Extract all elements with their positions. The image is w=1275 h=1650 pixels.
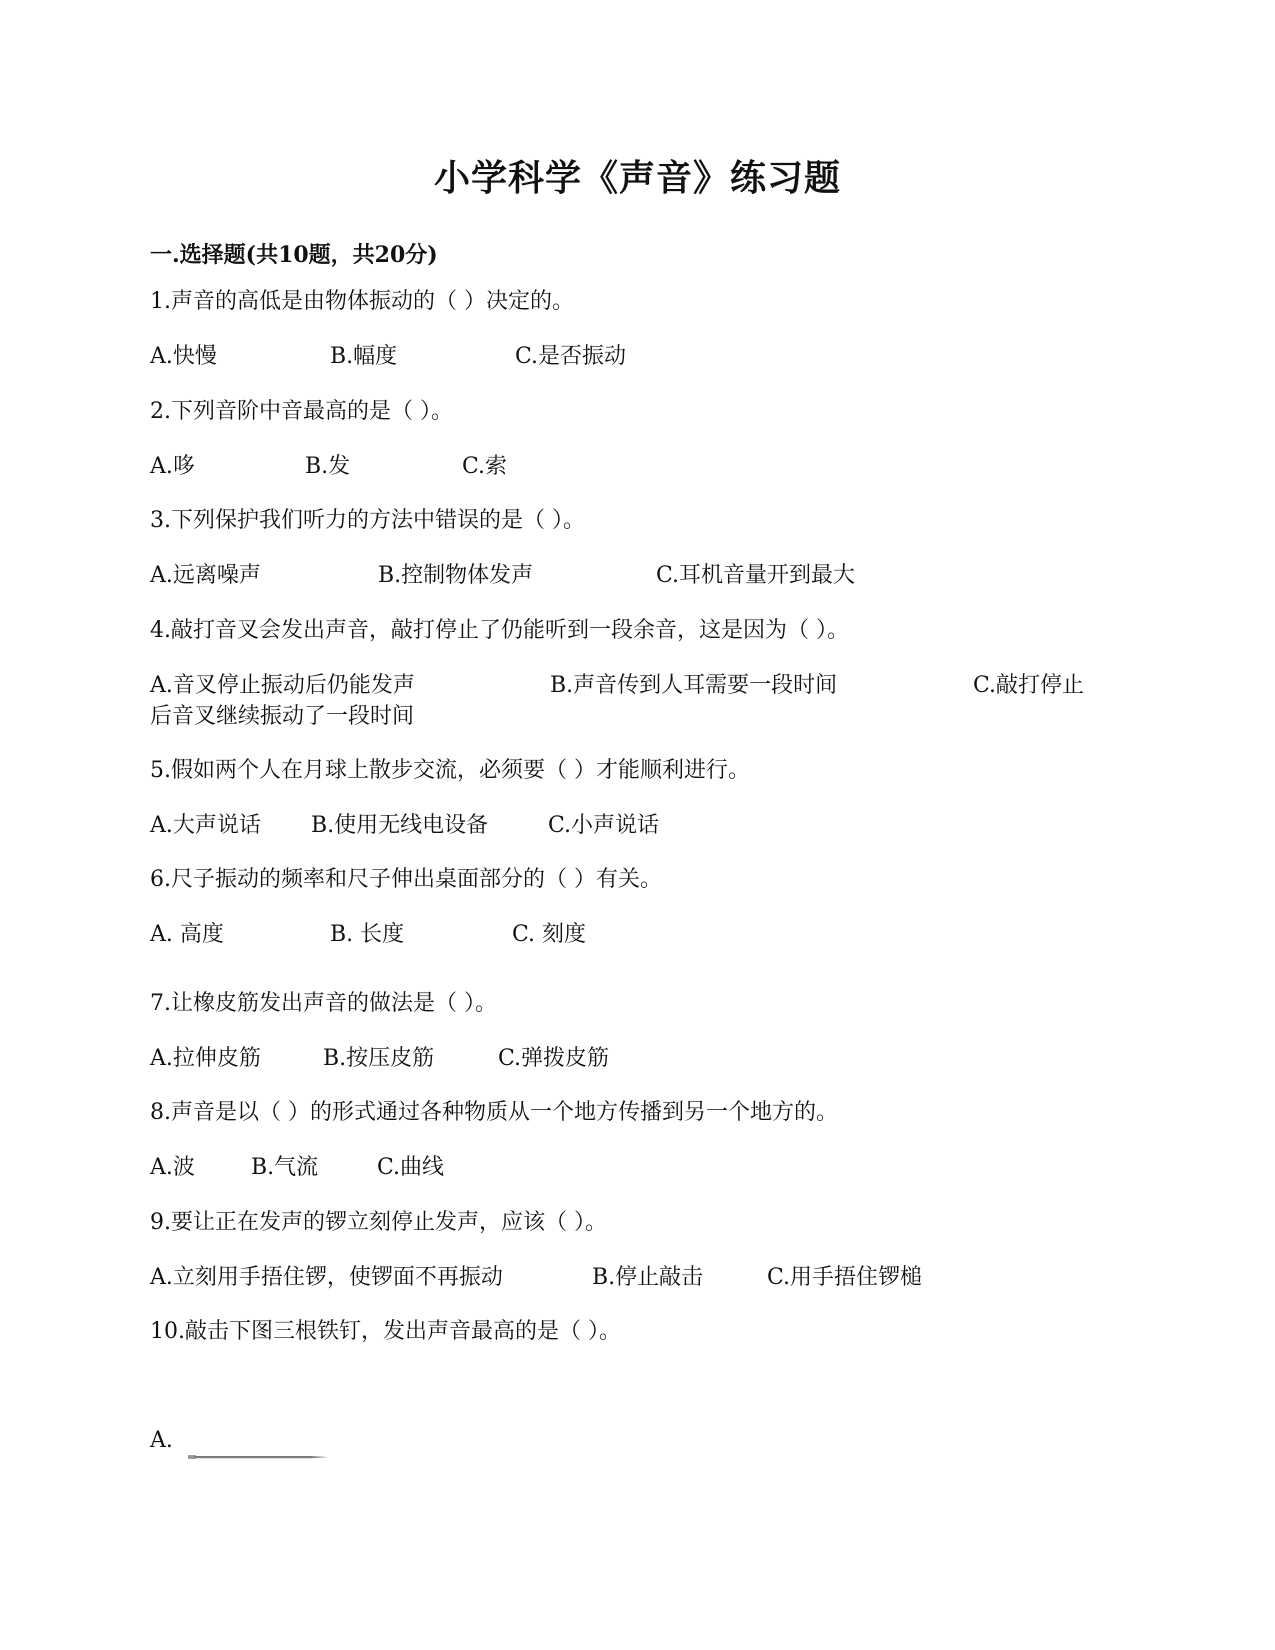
question-9-stem: 9.要让正在发声的锣立刻停止发声，应该（ ）。 (150, 1210, 607, 1235)
question-10-stem: 10.敲击下图三根铁钉，发出声音最高的是（ ）。 (150, 1319, 621, 1344)
question-4-option-a: A.音叉停止振动后仍能发声 (150, 673, 415, 698)
question-8-option-a: A.波 (150, 1155, 195, 1180)
question-1-option-b: B.幅度 (330, 344, 398, 369)
question-6-option-a: A. 高度 (150, 922, 224, 947)
question-7-option-c: C.弹拨皮筋 (498, 1046, 610, 1071)
question-3-option-c: C.耳机音量开到最大 (656, 563, 856, 588)
section-heading: 一.选择题(共10题，共20分) (150, 242, 438, 268)
question-2-option-b: B.发 (305, 454, 351, 479)
question-8-option-c: C.曲线 (377, 1155, 445, 1180)
question-3-stem: 3.下列保护我们听力的方法中错误的是（ ）。 (150, 508, 585, 533)
question-4-option-c: C.敲打停止 (973, 673, 1085, 698)
iron-nail-image (188, 1454, 328, 1460)
question-5-stem: 5.假如两个人在月球上散步交流，必须要（ ）才能顺利进行。 (150, 758, 750, 783)
question-9-option-b: B.停止敲击 (592, 1265, 704, 1290)
question-5-option-c: C.小声说话 (548, 813, 660, 838)
question-2-stem: 2.下列音阶中音最高的是（ ）。 (150, 399, 453, 424)
question-3-option-a: A.远离噪声 (150, 563, 261, 588)
question-5-option-a: A.大声说话 (150, 813, 261, 838)
question-6-option-c: C. 刻度 (512, 922, 587, 947)
question-10-option-a: A. (150, 1428, 173, 1453)
page-title: 小学科学《声音》练习题 (433, 157, 841, 199)
question-6-option-b: B. 长度 (330, 922, 405, 947)
question-7-stem: 7.让橡皮筋发出声音的做法是（ ）。 (150, 991, 497, 1016)
question-7-option-b: B.按压皮筋 (323, 1046, 435, 1071)
question-4-stem: 4.敲打音叉会发出声音，敲打停止了仍能听到一段余音，这是因为（ ）。 (150, 618, 849, 643)
question-8-option-b: B.气流 (251, 1155, 319, 1180)
question-7-option-a: A.拉伸皮筋 (150, 1046, 261, 1071)
question-2-option-c: C.索 (462, 454, 508, 479)
question-4-option-b: B.声音传到人耳需要一段时间 (550, 673, 838, 698)
question-9-option-a: A.立刻用手捂住锣，使锣面不再振动 (150, 1265, 503, 1290)
question-6-stem: 6.尺子振动的频率和尺子伸出桌面部分的（ ）有关。 (150, 867, 662, 892)
question-5-option-b: B.使用无线电设备 (311, 813, 489, 838)
question-9-option-c: C.用手捂住锣槌 (767, 1265, 923, 1290)
question-2-option-a: A.哆 (150, 454, 195, 479)
question-1-stem: 1.声音的高低是由物体振动的（ ）决定的。 (150, 289, 574, 314)
question-1-option-c: C.是否振动 (515, 344, 627, 369)
question-4-option-c-continued: 后音叉继续振动了一段时间 (150, 704, 415, 729)
question-1-option-a: A.快慢 (150, 344, 217, 369)
question-8-stem: 8.声音是以（ ）的形式通过各种物质从一个地方传播到另一个地方的。 (150, 1100, 838, 1125)
question-3-option-b: B.控制物体发声 (378, 563, 534, 588)
